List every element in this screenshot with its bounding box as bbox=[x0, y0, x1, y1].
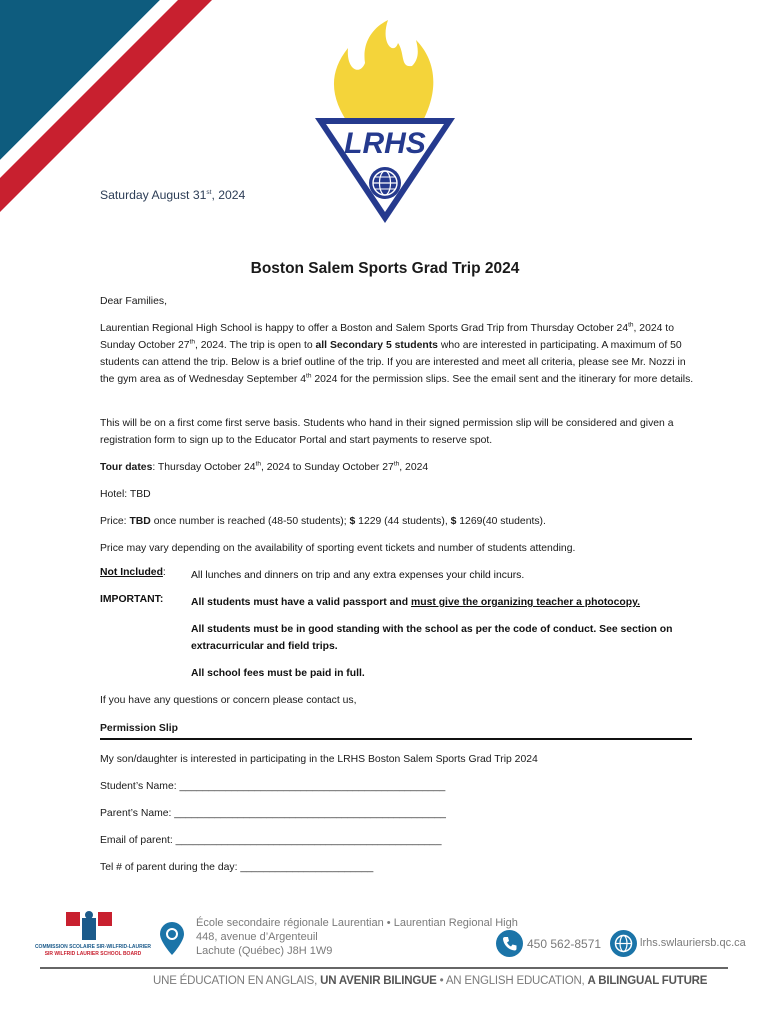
location-icon bbox=[158, 922, 186, 956]
important-passport: All students must have a valid passport and must give the organizing teacher a photocopy. bbox=[191, 597, 641, 608]
important-fees: All school fees must be paid in full. bbox=[191, 668, 365, 679]
parent-tel-field[interactable]: Tel # of parent during the day: _______________________ bbox=[100, 862, 374, 873]
footer-slogan: UNE ÉDUCATION EN ANGLAIS, UN AVENIR BILINGUE • AN ENGLISH EDUCATION, A BILINGUAL FUTURE bbox=[153, 975, 708, 987]
student-name-field[interactable]: Student’s Name: ______________________________________________ bbox=[100, 781, 446, 792]
footer-divider bbox=[40, 967, 728, 969]
price-note: Price may vary depending on the availability of sporting event tickets and number of students attending. bbox=[100, 543, 576, 554]
school-board-name: COMMISSION SCOLAIRE SIR-WILFRID-LAURIER bbox=[34, 944, 152, 950]
school-board-logo bbox=[66, 910, 114, 942]
intro-paragraph: Laurentian Regional High School is happy to offer a Boston and Salem Sports Grad Trip from Thursday October 24th, 2024 to Sunday October 27th, 2024. The trip is open to all Secondary 5 students who are interested in participating. A maximum of 50 students can attend the trip. Below is a brief outline of the trip. If you are interested and meet all criteria, please see Mr. Nozzi in the gym area as of Wednesday September 4th 2024 for the permission slips. See the email sent and the itinerary for more details. bbox=[100, 321, 694, 385]
address-line3: Lachute (Québec) J8H 1W9 bbox=[196, 945, 333, 957]
hotel-line: Hotel: TBD bbox=[100, 489, 151, 500]
address-line2: 448, avenue d’Argenteuil bbox=[196, 931, 318, 943]
school-board-name-en: SIR WILFRID LAURIER SCHOOL BOARD bbox=[44, 951, 142, 957]
permission-slip-title: Permission Slip bbox=[100, 723, 178, 734]
website-link[interactable]: lrhs.swlauriersb.qc.ca bbox=[640, 937, 746, 949]
phone-icon bbox=[496, 930, 523, 957]
page-title: Boston Salem Sports Grad Trip 2024 bbox=[250, 260, 520, 277]
phone-number[interactable]: 450 562-8571 bbox=[527, 937, 602, 951]
contact-line: If you have any questions or concern please contact us, bbox=[100, 695, 357, 706]
parent-email-field[interactable]: Email of parent: ______________________________________________ bbox=[100, 835, 442, 846]
important-label: IMPORTANT: bbox=[100, 594, 164, 605]
important-conduct: All students must be in good standing with the school as per the code of conduct. See section on extracurricular and field trips. bbox=[191, 624, 673, 652]
price-line: Price: TBD once number is reached (48-50 students); $ 1229 (44 students), $ 1269(40 students). bbox=[100, 516, 546, 527]
logo-text: LRHS bbox=[344, 127, 426, 160]
slip-divider bbox=[100, 738, 692, 740]
tour-dates: Tour dates: Thursday October 24th, 2024 to Sunday October 27th, 2024 bbox=[100, 460, 429, 473]
not-included-label: Not Included: bbox=[100, 567, 166, 578]
globe-icon bbox=[610, 930, 637, 957]
slip-interest: My son/daughter is interested in participating in the LRHS Boston Salem Sports Grad Trip 2024 bbox=[100, 754, 538, 765]
first-come-paragraph: This will be on a first come first serve basis. Students who hand in their signed permission slip will be considered and given a registration form to sign up to the Educator Portal and start payments to reserve spot. bbox=[100, 418, 674, 446]
parent-name-field[interactable]: Parent’s Name: _______________________________________________ bbox=[100, 808, 446, 819]
greeting: Dear Families, bbox=[100, 296, 167, 307]
address-line1: École secondaire régionale Laurentian • Laurentian Regional High bbox=[196, 917, 518, 929]
not-included-text: All lunches and dinners on trip and any extra expenses your child incurs. bbox=[191, 570, 525, 581]
letter-date: Saturday August 31st, 2024 bbox=[100, 188, 246, 202]
corner-stripes bbox=[0, 0, 230, 220]
lrhs-logo bbox=[310, 18, 460, 230]
